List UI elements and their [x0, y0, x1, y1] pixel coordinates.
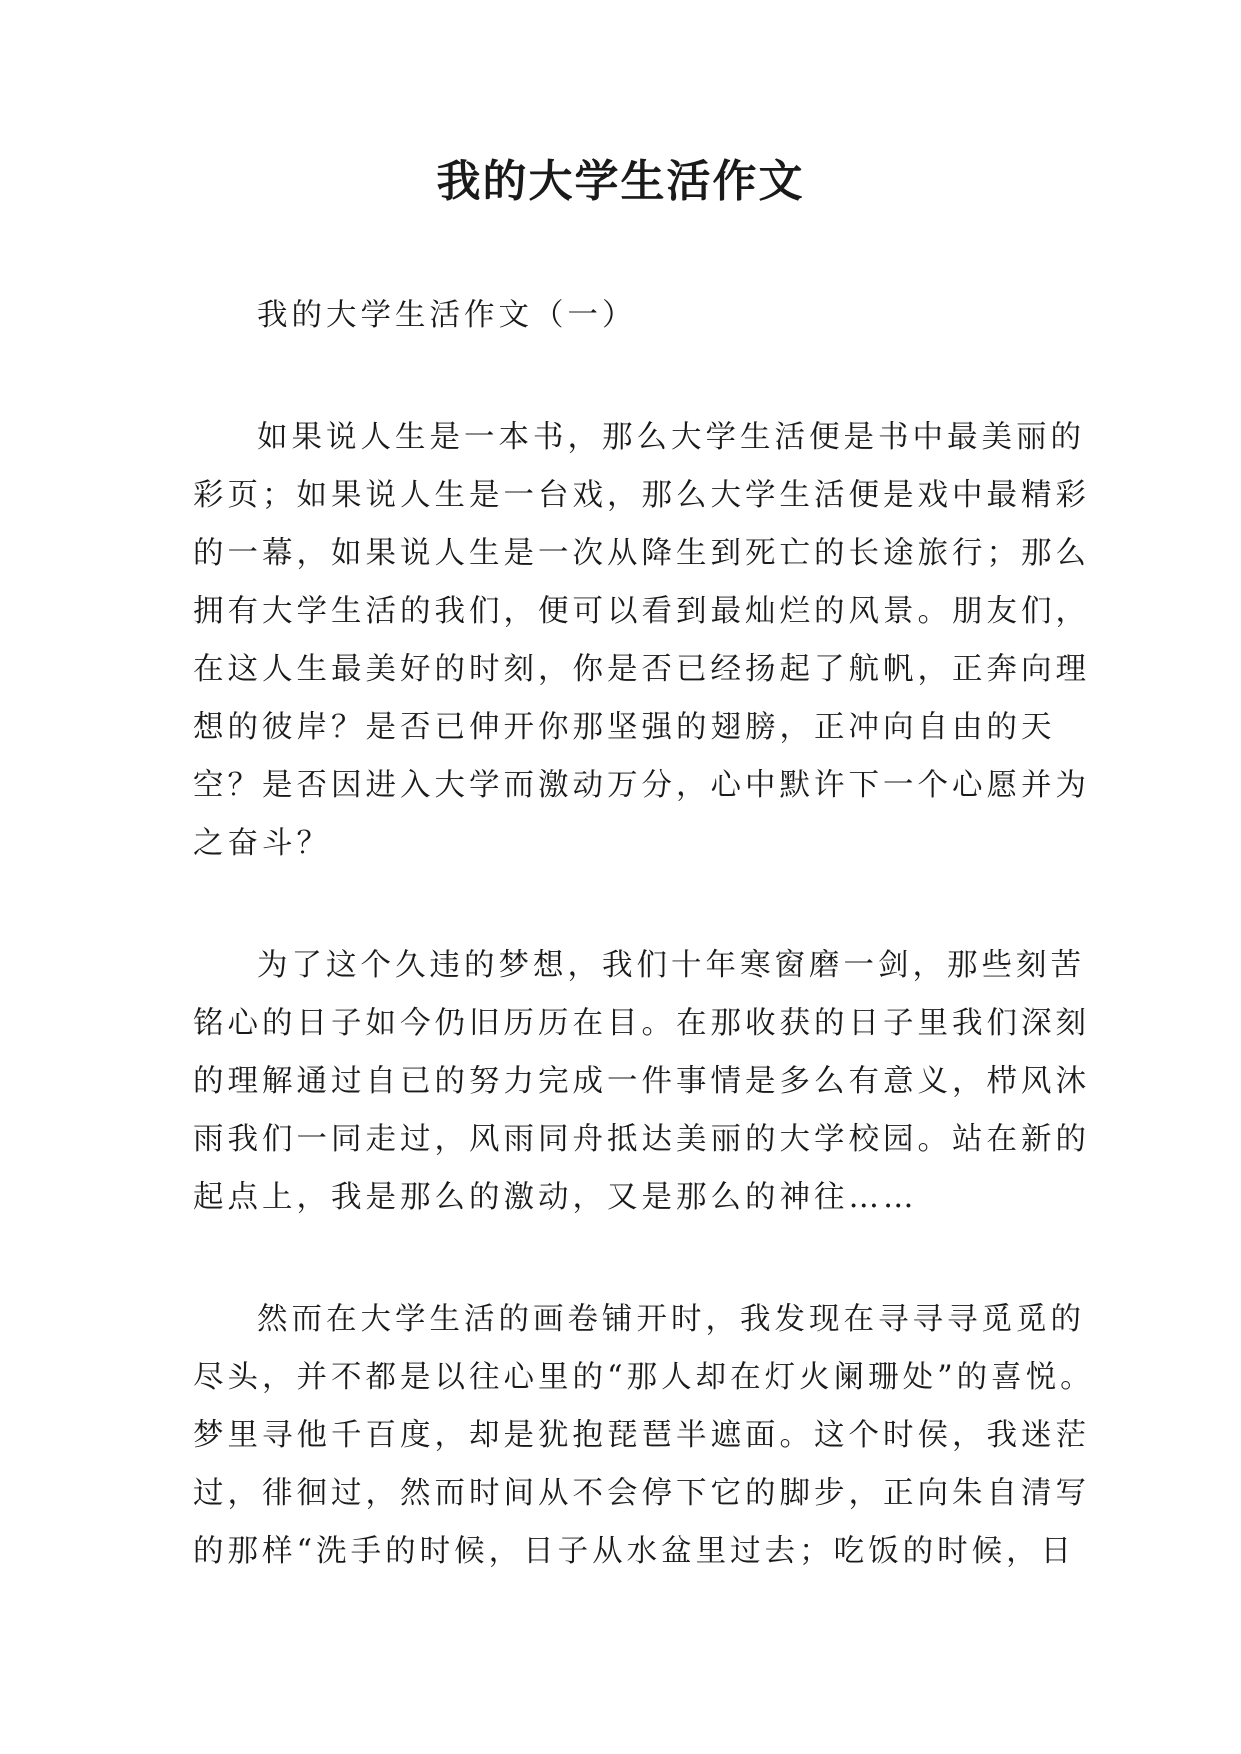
text-line: 的理解通过自已的努力完成一件事情是多么有意义，栉风沐 — [193, 1064, 1090, 1099]
paragraph-2 — [193, 937, 1090, 1227]
text-line: 雨我们一同走过，风雨同舟抵达美丽的大学校园。站在新的 — [193, 1122, 1090, 1157]
document-title: 我的大学生活作文 — [436, 156, 805, 207]
paragraph-gap — [193, 345, 1059, 409]
text-line: 铭心的日子如今仍旧历历在目。在那收获的日子里我们深刻 — [193, 1006, 1090, 1041]
text-line: 拥有大学生活的我们，便可以看到最灿烂的风景。朋友们， — [193, 594, 1090, 629]
text-line: 梦里寻他千百度，却是犹抱琵琶半遮面。这个时侯，我迷茫 — [193, 1418, 1090, 1453]
paragraph-1 — [193, 409, 1090, 873]
text-line: 空？是否因进入大学而激动万分，心中默许下一个心愿并为 — [193, 768, 1090, 803]
text-line: 然而在大学生活的画卷铺开时，我发现在寻寻寻觅觅的 — [257, 1302, 1085, 1337]
text-line: 起点上，我是那么的激动，又是那么的神往…… — [193, 1180, 918, 1215]
text-line: 在这人生最美好的时刻，你是否已经扬起了航帆，正奔向理 — [193, 652, 1090, 687]
text-line: 如果说人生是一本书，那么大学生活便是书中最美丽的 — [257, 420, 1085, 455]
paragraph-gap — [193, 873, 1059, 937]
text-line: 尽头，并不都是以往心里的“那人却在灯火阑珊处”的喜悦。 — [193, 1360, 1095, 1395]
section-subtitle: 我的大学生活作文（一） — [257, 298, 637, 333]
text-line: 的一幕，如果说人生是一次从降生到死亡的长途旅行；那么 — [193, 536, 1090, 571]
text-line: 想的彼岸？是否已伸开你那坚强的翅膀，正冲向自由的天 — [193, 710, 1056, 745]
paragraph-gap — [193, 1227, 1059, 1291]
text-line: 的那样“洗手的时候，日子从水盆里过去；吃饭的时候，日 — [193, 1534, 1076, 1569]
text-line: 为了这个久违的梦想，我们十年寒窗磨一剑，那些刻苦 — [257, 948, 1085, 983]
paragraph-3 — [193, 1291, 1095, 1581]
text-line: 过，徘徊过，然而时间从不会停下它的脚步，正向朱自清写 — [193, 1476, 1090, 1511]
text-line: 彩页；如果说人生是一台戏，那么大学生活便是戏中最精彩 — [193, 478, 1090, 513]
document-body — [193, 287, 1095, 1581]
text-line: 之奋斗？ — [193, 826, 331, 861]
